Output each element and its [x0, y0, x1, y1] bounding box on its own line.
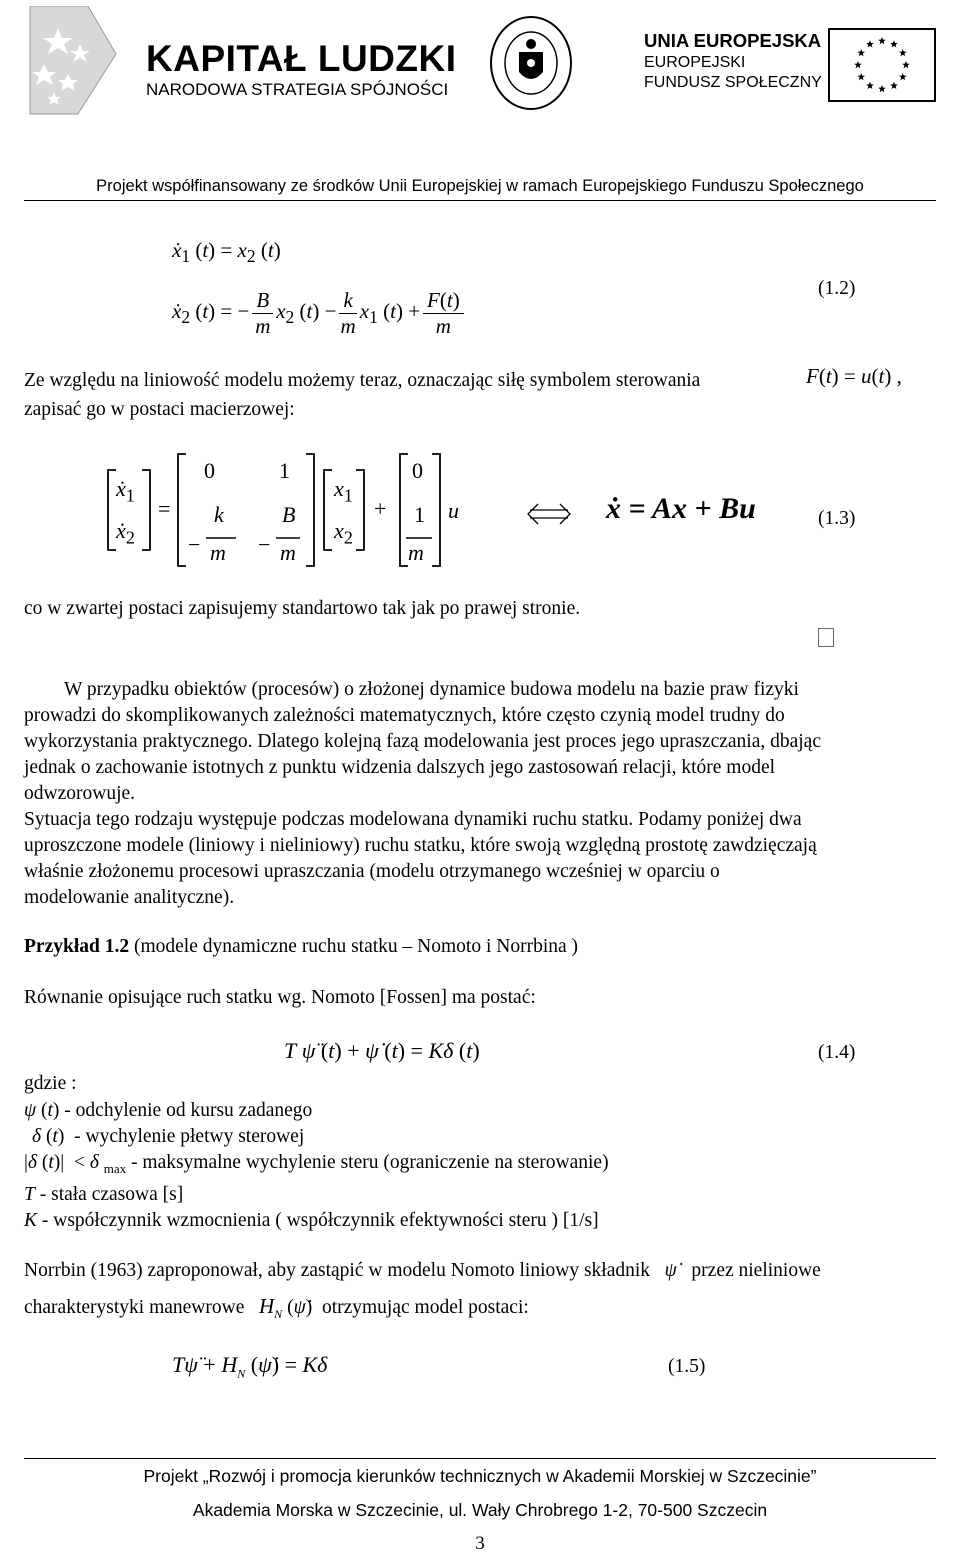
- kl-subtitle: NARODOWA STRATEGIA SPÓJNOŚCI: [146, 80, 449, 99]
- norrbin-line2: charakterystyki manewrowe $H_N$ (ψ̇) otrzymując model postaci:: [24, 1294, 529, 1321]
- def-T: T - stała czasowa [s]: [24, 1183, 184, 1205]
- eq-1-2-number: (1.2): [818, 278, 856, 299]
- equation-1-2: ẋ$_1$ $(t) = x_2$ (t) ẋ$_2$ (t) = − $\frac{B}{m}$ $x_2$ (t) − $\frac{k}{m}$ $x_1$ (t) + $\frac{F(t)}{m}$ (1.2): [172, 238, 856, 339]
- paragraph-complex-dynamics: [24, 677, 944, 911]
- missing-glyph-box: [818, 628, 834, 647]
- ps-line3: właśnie złożonemu procesowi upraszczania (modelu otrzymanego wcześniej w oparciu o: [24, 861, 720, 882]
- def-T-text: - stała czasowa [s]: [39, 1183, 184, 1205]
- eq-1-3-number: (1.3): [818, 508, 856, 529]
- footer-project: Projekt „Rozwój i promocja kierunków technicznych w Akademii Morskiej w Szczecinie”: [143, 1466, 817, 1486]
- akademia-morska-seal-icon: [488, 14, 574, 112]
- pc-line4: jednak o zachowanie istotnych z punktu widzenia dalszych jego zastosowań relacji, które model: [24, 757, 776, 778]
- example-heading: [24, 934, 578, 960]
- definition-list: [24, 1098, 944, 1234]
- footer-rule: [24, 1458, 936, 1459]
- ps-line4: modelowanie analityczne).: [24, 887, 235, 908]
- cofinance-line: Projekt współfinansowany ze środków Unii Europejskiej w ramach Europejskiego Funduszu Społecznego: [96, 177, 864, 195]
- def-K: K - współczynnik wzmocnienia ( współczynnik efektywności steru ) [1/s]: [24, 1209, 599, 1231]
- def-psi: ψ (t) - odchylenie od kursu zadanego: [24, 1100, 313, 1121]
- page-number: 3: [475, 1533, 485, 1554]
- norrbin-text1b: przez nieliniowe: [691, 1260, 821, 1281]
- example-label: Przykład 1.2: [24, 936, 130, 957]
- norrbin-text1a: Norrbin (1963) zaproponował, aby zastąpić w modelu Nomoto liniowy składnik: [24, 1260, 651, 1281]
- equation-1-4: T ψ̈ (t) + ψ̇ (t) = Kδ (t): [284, 1038, 480, 1063]
- model-intro-line2: zapisać go w postaci macierzowej:: [24, 399, 295, 420]
- footer-address: Akademia Morska w Szczecinie, ul. Wały Chrobrego 1-2, 70-500 Szczecin: [192, 1500, 768, 1520]
- eu-line2: EUROPEJSKI: [644, 54, 746, 71]
- pc-line2: prowadzi do skomplikowanych zależności matematycznych, które często czynią model trudny do: [24, 705, 785, 726]
- compact-form-sentence: co w zwartej postaci zapisujemy standartowo tak jak po prawej stronie.: [24, 598, 581, 619]
- def-psi-text: - odchylenie od kursu zadanego: [64, 1100, 313, 1121]
- equation-1-5: Tψ̈ + $H_N$ (ψ̇) = Kδ: [172, 1352, 328, 1381]
- kapital-ludzki-emblem-icon: [18, 6, 128, 118]
- eu-line3: FUNDUSZ SPOŁECZNY: [644, 74, 822, 91]
- ps-line1: Sytuacja tego rodzaju występuje podczas modelowana dynamiki ruchu statku. Podamy poniżej dwa: [24, 809, 802, 830]
- def-delta-text: - wychylenie płetwy sterowej: [74, 1126, 305, 1147]
- akademia-morska-logo: [488, 14, 574, 112]
- def-deltamax-text: - maksymalne wychylenie steru (ograniczenie na sterowanie): [131, 1152, 609, 1173]
- eu-line1: UNIA EUROPEJSKA: [644, 30, 822, 51]
- example-title: (modele dynamiczne ruchu statku – Nomoto i Norrbina ): [133, 936, 579, 957]
- norrbin-text2b: otrzymując model postaci:: [321, 1297, 529, 1318]
- pc-line1: W przypadku obiektów (procesów) o złożonej dynamice budowa modelu na bazie praw fizyki: [64, 679, 799, 700]
- def-deltamax: |δ (t)| < δ $_{max}$ - maksymalne wychylenie steru (ograniczenie na sterowanie): [24, 1152, 609, 1176]
- model-intro-text: Ze względu na liniowość modelu możemy teraz, oznaczając siłę symbolem sterowania: [24, 370, 701, 391]
- norrbin-text2a: charakterystyki manewrowe: [24, 1297, 245, 1318]
- matrix-brackets: [0, 448, 960, 578]
- pc-line5: odwzorowuje.: [24, 783, 136, 804]
- eq-1-4-number: (1.4): [818, 1042, 856, 1063]
- eu-flag-icon: [828, 28, 936, 102]
- unia-europejska-logo: [644, 28, 944, 108]
- eq-1-5-number: (1.5): [668, 1356, 706, 1377]
- pc-line3: wykorzystania praktycznego. Dlatego kolejną fazą modelowania jest proces jego upraszczania, dbając: [24, 731, 821, 752]
- def-delta: δ (t) - wychylenie płetwy sterowej: [32, 1126, 305, 1147]
- where-label: gdzie :: [24, 1073, 77, 1094]
- def-K-text: - współczynnik wzmocnienia ( współczynnik efektywności steru ) [1/s]: [41, 1209, 599, 1231]
- nomoto-intro: Równanie opisujące ruch statku wg. Nomoto [Fossen] ma postać:: [24, 987, 536, 1008]
- control-definition: F(t) = u(t) ,: [806, 364, 902, 388]
- header-rule: [24, 200, 936, 201]
- ps-line2: uproszczone modele (liniowy i nieliniowy) ruchu statku, które swoją względną prostotę zawdzięczają: [24, 835, 817, 856]
- norrbin-line1: Norrbin (1963) zaproponował, aby zastąpić w modelu Nomoto liniowy składnik ψ̇ przez nieliniowe: [24, 1260, 821, 1281]
- kl-title: KAPITAŁ LUDZKI: [146, 38, 457, 79]
- kapital-ludzki-logo: [18, 2, 458, 120]
- equation-1-3: ẋ$_1$ ẋ$_2$ = 0 1 − k m − B m $x_1$ $x_2$ + 0 1 m u ẋ = Ax + Bu (1.3): [0, 448, 960, 578]
